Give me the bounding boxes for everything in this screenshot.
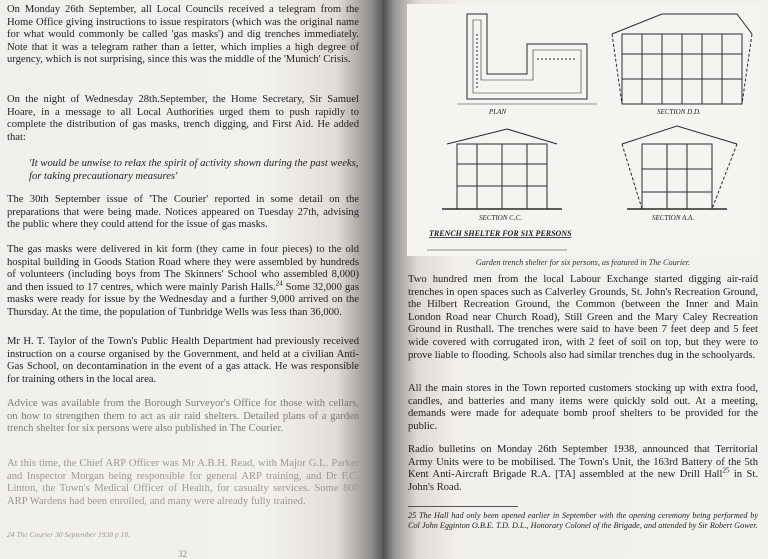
left-paragraph-courier: The 30th September issue of 'The Courier' reported in some detail on the preparations that were being made. Notices appeared on Tuesday 27th, advising the public where they could attend for the issue of gas masks. (7, 194, 359, 231)
footnote-25: 25 The Hall had only been opened earlier in September with the opening ceremony being performed by Col John Egginton O.B.E. T.D. D.L., Honorary Colonel of the Brigade, and attended by Sir Robert Gower. (408, 511, 758, 530)
stores-paragraph: All the main stores in the Town reported customers stocking up with extra food, candles, and batteries and many items were quickly sold out. At a meeting, demands were made for adequate bomb proof shelters to be provided for the public. (408, 383, 758, 432)
footnote-divider (408, 506, 518, 507)
gas-masks-paragraph: The gas masks were delivered in kit form (they came in four pieces) to the old hospital building in Goods Station Road where they were assembled by hundreds of volunteers (including boys from The Skinners' School who assembled 8,000) and then issued to 17 centres, which were mainly Parish Halls.$^{24}$ Some 32,000 gas masks were ready for issue by the Wednesday and a further 9,000 arrived on the Thursday. At the time, the population of Tunbridge Wells was less than 36,000. (7, 244, 359, 318)
arp-paragraph: At this time, the Chief ARP Officer was Mr A.B.H. Read, with Major G.L. Parker and Inspector Morgan being responsible for general ARP training, and Dr F.C. Linton, the Town's Medical Officer of Health, for casualty services. Some 800 ARP Wardens had been enrolled, and many were already fully trained. (7, 458, 359, 507)
footnote-ref-24: 24 (275, 279, 283, 288)
section-dd-label: SECTION D.D. (657, 108, 701, 116)
section-cc-label: SECTION C.C. (479, 214, 522, 222)
plan-label: PLAN (489, 108, 507, 116)
footnote-24: 24 The Courier 30 September 1938 p 18. (7, 530, 130, 539)
page-number-left: 32 (178, 549, 187, 559)
footnote-ref-25: 25 (722, 466, 730, 475)
left-page (0, 0, 383, 559)
taylor-paragraph: Mr H. T. Taylor of the Town's Public Health Department had previously received instruction on a course organised by the Government, and held at a civilian Anti-Gas School, on decontamination in the event of a gas attack. He was responsible for training others in the local area. (7, 336, 359, 385)
labour-exchange-paragraph: Two hundred men from the local Labour Exchange started digging air-raid trenches in open spaces such as Calverley Grounds, St. John's Recreation Ground, the Hilbert Recreation Ground, the Common (between the Inner and Main London Road near Church Road), Still Green and the Mary Caley Recreation Ground in Rusthall. The trenches were said to have been 7 feet deep and 5 feet wide covered with corrugated iron, with 2 feet of soil on top, but they were to prove liable to flooding. Schools also had similar trenches dug in the schoolyards. (408, 274, 758, 361)
left-paragraph-2: On the night of Wednesday 28th.September, the Home Secretary, Sir Samuel Hoare, in a message to all Local Authorities urged them to push rapidly to complete the distribution of gas masks, trench digging, and First Aid. He added that: (7, 94, 359, 143)
trench-shelter-diagram (407, 4, 759, 256)
figure-caption: Garden trench shelter for six persons, as featured in The Courier. (475, 258, 691, 267)
section-aa-label: SECTION A.A. (652, 214, 695, 222)
advice-paragraph: Advice was available from the Borough Surveyor's Office for those with cellars, on how to strengthen them to act as air raid shelters. Detailed plans of a garden trench shelter for six persons were also published in The Courier. (7, 398, 359, 435)
home-secretary-quote: 'It would be unwise to relax the spirit of activity shown during the past weeks, for taking precautionary measures' (29, 158, 359, 182)
right-page (383, 0, 768, 559)
figure-title: TRENCH SHELTER FOR SIX PERSONS (429, 229, 572, 238)
left-paragraph-1: On Monday 26th September, all Local Councils received a telegram from the Home Office giving instructions to issue respirators (which was the original name for what would commonly be called 'gas masks') and dig trenches immediately. Note that it was a telegram rather than a letter, which implies a high degree of urgency, which is not surprising, since this was the middle of the 'Munich' Crisis. (7, 4, 359, 66)
radio-bulletins-paragraph: Radio bulletins on Monday 26th September 1938, announced that Territorial Army Units were to be mobilised. The Town's Unit, the 163rd Battery of the 5th Kent Anti-Aircraft Brigade R.A. [TA] assembled at the new Drill Hall$^{25}$ in St. John's Road. (408, 444, 758, 493)
